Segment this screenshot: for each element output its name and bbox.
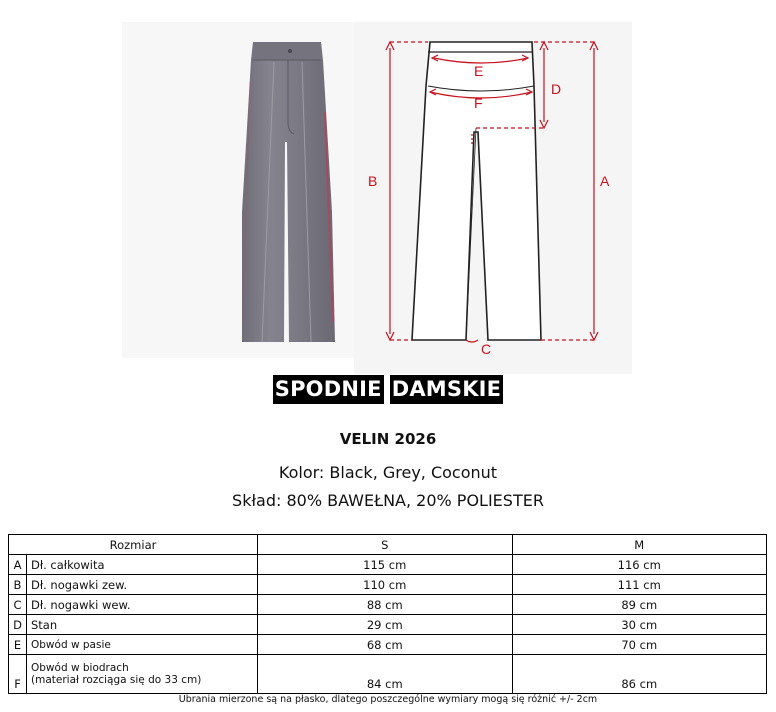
table-row — [9, 635, 767, 655]
header-size-s: S — [258, 535, 513, 555]
row-value-s: 110 cm — [258, 575, 513, 595]
row-param: Stan — [27, 615, 258, 635]
row-value-m: 111 cm — [512, 575, 767, 595]
label-e: E — [474, 63, 484, 79]
composition-line: Skład: 80% BAWEŁNA, 20% POLIESTER — [232, 491, 544, 510]
table-row — [9, 615, 767, 635]
row-code: E — [9, 635, 27, 655]
trousers-measurement-sketch — [354, 22, 632, 374]
row-value-s: 88 cm — [258, 595, 513, 615]
row-param: Dł. nogawki zew. — [27, 575, 258, 595]
row-code: F — [9, 655, 27, 694]
row-value-m: 116 cm — [512, 555, 767, 575]
row-param: Dł. całkowita — [27, 555, 258, 575]
label-f: F — [474, 95, 483, 111]
table-header-row — [9, 535, 767, 555]
row-param: Obwód w pasie — [27, 635, 258, 655]
header-size-m: M — [512, 535, 767, 555]
row-code: B — [9, 575, 27, 595]
model-name: VELIN 2026 — [339, 430, 437, 448]
row-param-note: (materiał rozciąga się do 33 cm) — [31, 674, 202, 686]
row-value-s: 84 cm — [258, 655, 513, 694]
measurement-footnote: Ubrania mierzone są na płasko, dlatego poszczególne wymiary mogą się różnić +/- 2cm — [178, 694, 598, 705]
label-b: B — [368, 173, 378, 189]
row-code: D — [9, 615, 27, 635]
row-param-name: Obwód w biodrach — [31, 662, 129, 674]
label-c: C — [481, 341, 492, 357]
measurement-diagram — [354, 22, 632, 374]
colors-line: Kolor: Black, Grey, Coconut — [278, 463, 498, 482]
row-param: Dł. nogawki wew. — [27, 595, 258, 615]
row-param — [27, 655, 258, 694]
row-value-m: 30 cm — [512, 615, 767, 635]
label-a: A — [600, 173, 610, 189]
row-value-s: 29 cm — [258, 615, 513, 635]
row-code: A — [9, 555, 27, 575]
header-param: Rozmiar — [9, 535, 258, 555]
page-title — [0, 377, 776, 401]
title-word-1: SPODNIE — [273, 375, 384, 404]
table-row — [9, 575, 767, 595]
row-value-m: 86 cm — [512, 655, 767, 694]
row-value-m: 70 cm — [512, 635, 767, 655]
table-row — [9, 555, 767, 575]
label-d: D — [551, 81, 562, 97]
row-value-s: 115 cm — [258, 555, 513, 575]
title-word-2: DAMSKIE — [390, 375, 504, 404]
row-code: C — [9, 595, 27, 615]
size-table — [8, 534, 767, 694]
row-value-m: 89 cm — [512, 595, 767, 615]
trousers-photo-illustration — [122, 22, 354, 358]
product-photo — [122, 22, 354, 358]
table-row — [9, 595, 767, 615]
row-value-s: 68 cm — [258, 635, 513, 655]
table-row — [9, 655, 767, 694]
